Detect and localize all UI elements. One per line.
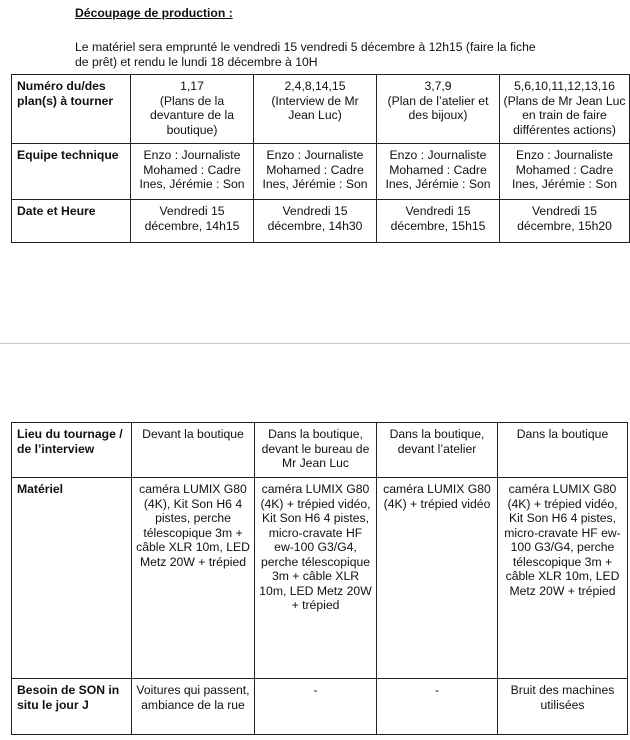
row-header: Besoin de SON in situ le jour J [12,679,132,735]
table-cell: Dans la boutique [498,423,628,478]
table-cell: Enzo : Journaliste Mohamed : Cadre Ines, Jérémie : Son [500,144,630,200]
cell-line: 1,17 (Plans de la devanture de la boutique) [149,79,235,137]
production-table-2 [11,422,628,735]
cell-line: 3,7,9 (Plan de l’atelier et des bijoux) [387,79,489,122]
table-cell: caméra LUMIX G80 (4K) + trépied vidéo, Kit Son H6 4 pistes, micro-cravate HF ew-100 G3/G4, perche télescopique 3m + câble XLR 10m, LED Metz 20W + trépied [498,478,628,679]
table-cell: Vendredi 15 décembre, 15h20 [500,200,630,243]
table-cell [500,75,630,144]
cell-line: 2,4,8,14,15 (Interview de Mr Jean Luc) [271,79,359,122]
table-cell: Dans la boutique, devant le bureau de Mr Jean Luc [255,423,377,478]
table-cell: Enzo : Journaliste Mohamed : Cadre Ines, Jérémie : Son [131,144,254,200]
row-header: Lieu du tournage / de l’interview [12,423,132,478]
table-row [12,144,630,200]
table-row [12,75,630,144]
table-cell [254,75,377,144]
table-cell [377,75,500,144]
table-cell: Bruit des machines utilisées [498,679,628,735]
table-cell: Dans la boutique, devant l’atelier [377,423,498,478]
cell-line: 5,6,10,11,12,13,16 (Plans de Mr Jean Luc en train de faire différentes actions) [503,79,626,137]
production-table-1 [11,74,630,243]
page-break-divider [0,343,630,344]
page-heading: Découpage de production : [75,6,233,20]
row-header: Date et Heure [12,200,131,243]
table-row [12,478,628,679]
table-row [12,200,630,243]
table-cell: - [255,679,377,735]
table-row [12,423,628,478]
table-cell: - [377,679,498,735]
row-header: Matériel [12,478,132,679]
table-cell: caméra LUMIX G80 (4K) + trépied vidéo, Kit Son H6 4 pistes, micro-cravate HF ew-100 G3/G4, perche télescopique 3m + câble XLR 10m, LED Metz 20W + trépied [255,478,377,679]
table-cell: Voitures qui passent, ambiance de la rue [132,679,255,735]
table-cell: caméra LUMIX G80 (4K) + trépied vidéo [377,478,498,679]
row-header: Numéro du/des plan(s) à tourner [12,75,131,144]
intro-paragraph: Le matériel sera emprunté le vendredi 15 vendredi 5 décembre à 12h15 (faire la fiche de prêt) et rendu le lundi 18 décembre à 10H [75,40,536,69]
row-header: Equipe technique [12,144,131,200]
table-cell: Enzo : Journaliste Mohamed : Cadre Ines, Jérémie : Son [254,144,377,200]
table-cell: Enzo : Journaliste Mohamed : Cadre Ines, Jérémie : Son [377,144,500,200]
table-cell [131,75,254,144]
table-cell: Vendredi 15 décembre, 14h30 [254,200,377,243]
table-row [12,679,628,735]
table-cell: Vendredi 15 décembre, 15h15 [377,200,500,243]
table-cell: Vendredi 15 décembre, 14h15 [131,200,254,243]
table-cell: caméra LUMIX G80 (4K), Kit Son H6 4 pistes, perche télescopique 3m + câble XLR 10m, LED Metz 20W + trépied [132,478,255,679]
table-cell: Devant la boutique [132,423,255,478]
